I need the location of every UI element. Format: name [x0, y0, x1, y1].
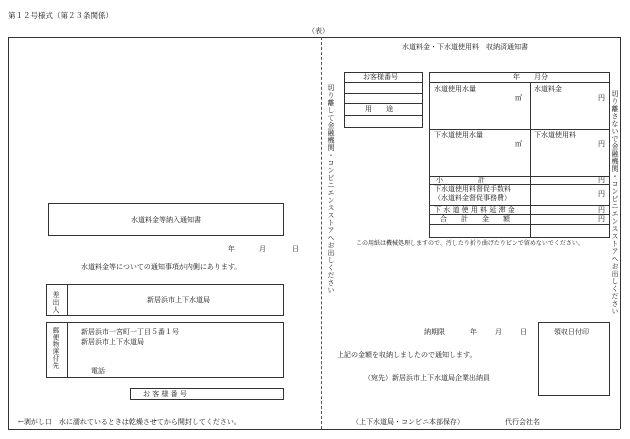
right-rule	[620, 37, 621, 429]
sewer-volume-label: 下水道使用水量	[434, 131, 483, 139]
reminder-fee-label-1: 下水道使用料督促手数料	[434, 185, 511, 193]
notice-title-box	[48, 203, 284, 236]
customer-info-box	[344, 72, 423, 128]
stamp-label: 領収日付印	[554, 328, 589, 336]
sewer-fee-unit: 円	[598, 140, 605, 148]
date-year: 年	[228, 245, 235, 253]
reminder-fee-label-2: （水道料金督促事務費）	[434, 194, 511, 202]
postal-label: 郵便物運付先	[51, 327, 60, 369]
period-label: 年 月分	[513, 73, 548, 81]
water-fee-label: 水道料金	[534, 85, 562, 93]
water-volume-unit: ㎥	[515, 94, 522, 102]
due-date-year: 年	[470, 328, 477, 336]
form-number: 第１２号様式（第２３条関係）	[8, 11, 113, 20]
customer-number-label-right: お客様番号	[363, 73, 398, 81]
sewer-late-label: 下 水 道 使 用 料 延 滞 金	[434, 206, 515, 214]
notice-title: 水道料金等納入通知書	[131, 216, 201, 224]
notice-message: 水道料金等についての通知事項が内側にあります。	[81, 263, 242, 271]
footer-keeper: （上下水道局・コンビニ本部保存）	[352, 418, 464, 426]
bottom-rule	[8, 429, 620, 430]
water-volume-label: 水道使用水量	[434, 85, 476, 93]
subtotal-label: 小 計	[436, 176, 485, 184]
receipt-title: 水道料金・下水道使用料 収納済通知書	[402, 43, 528, 51]
cut-note-right: 切り離さないで金融機関・コンビニエンスストアへお出しください	[611, 90, 619, 315]
addressee: （宛先）新居浜市上下水道局企業出納員	[364, 374, 490, 382]
cut-note-left: 切り離して金融機関・コンビニエンスストアへお出しください	[327, 84, 335, 294]
left-rule	[8, 37, 9, 429]
due-date-day: 日	[520, 328, 527, 336]
due-date-label: 納期限	[424, 328, 445, 336]
customer-number-label-left: お 客 様 番 号	[143, 390, 187, 398]
top-rule	[8, 37, 620, 38]
date-day: 日	[292, 245, 299, 253]
sender-label: 差出人	[52, 291, 60, 314]
agent-label: 代行会社名	[505, 418, 540, 426]
cut-line	[321, 37, 322, 429]
total-label: 合 計 金 額	[440, 215, 510, 223]
customer-number-box-left	[130, 388, 284, 400]
charges-table	[429, 72, 610, 238]
subtotal-unit: 円	[598, 176, 605, 184]
sewer-fee-label: 下水道使用料	[534, 131, 576, 139]
postal-address-1: 新居浜市一宮町一丁目５番１号	[81, 328, 179, 336]
sender-box	[46, 284, 284, 316]
received-text: 上記の金額を収納しましたので通知します。	[337, 351, 477, 359]
sewer-late-unit: 円	[598, 206, 605, 214]
sender-value: 新居浜市上下水道局	[147, 296, 210, 304]
water-fee-unit: 円	[598, 94, 605, 102]
usage-label: 用 途	[365, 105, 393, 113]
due-date-month: 月	[495, 328, 502, 336]
phone-label: 電話	[91, 367, 105, 375]
reminder-fee-unit: 円	[598, 190, 605, 198]
machine-note: この用紙は機械処理しますので、汚したり折り曲げたりピンで留めないでください。	[356, 240, 584, 247]
side-label: （表）	[308, 27, 329, 35]
postal-box	[46, 322, 284, 378]
postal-address-2: 新居浜市上下水道局	[81, 338, 144, 346]
stamp-box	[538, 322, 610, 396]
sewer-volume-unit: ㎥	[515, 140, 522, 148]
total-unit: 円	[598, 215, 605, 223]
date-month: 月	[259, 245, 266, 253]
peel-notice: ←剥がし口 水に濡れているときは乾燥させてから開封してください。	[18, 418, 241, 426]
